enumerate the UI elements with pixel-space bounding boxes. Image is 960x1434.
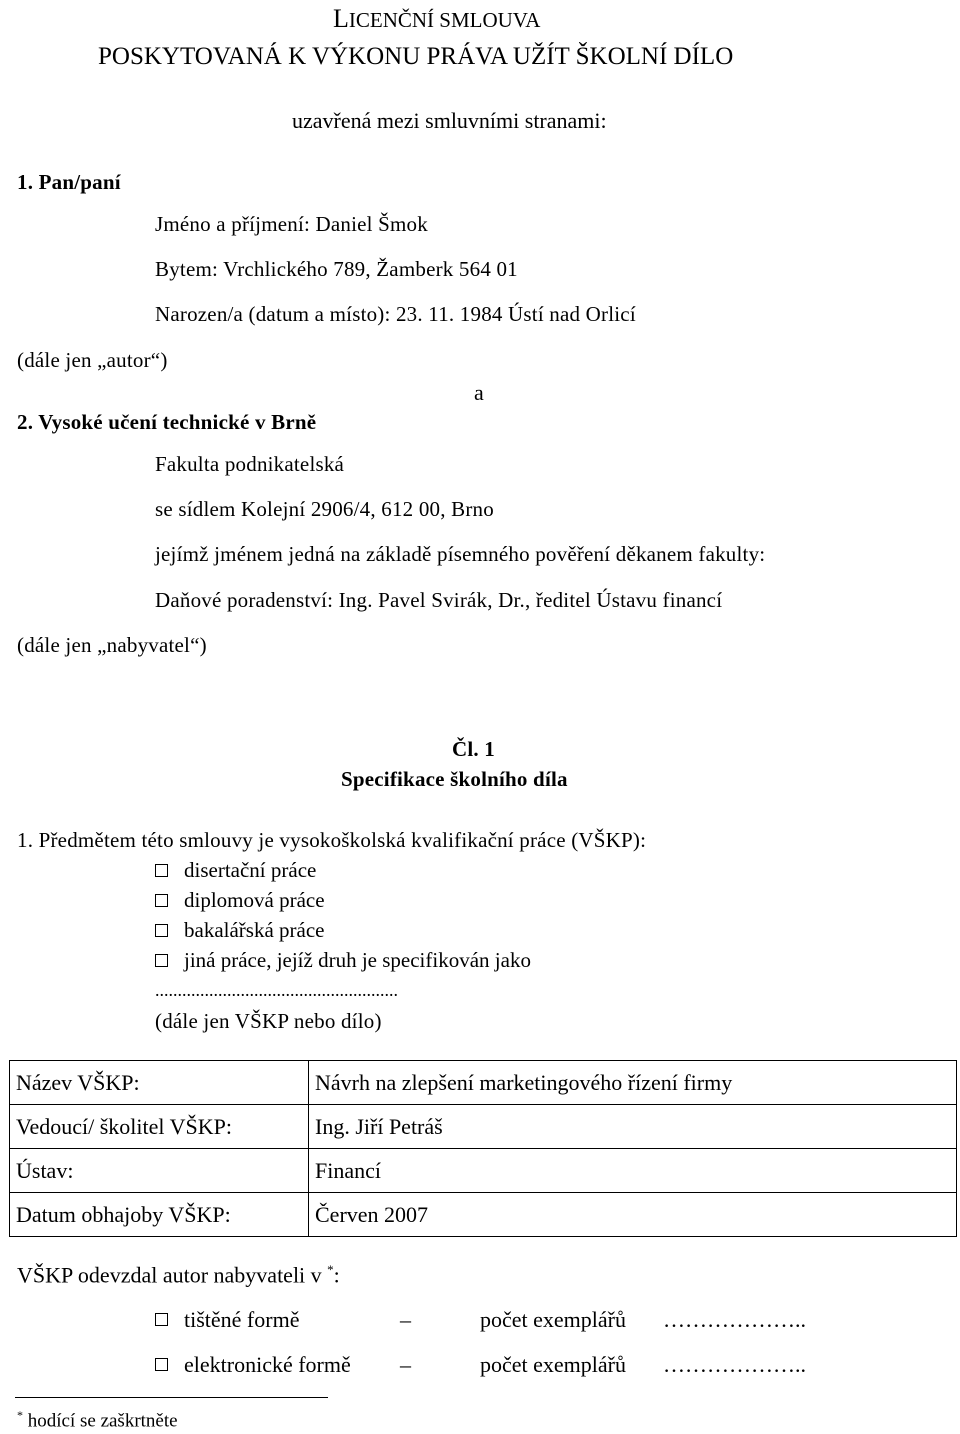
party1-alias: (dále jen „autor“) bbox=[17, 348, 168, 372]
footnote-separator bbox=[15, 1397, 328, 1398]
table-value: Financí bbox=[309, 1149, 957, 1193]
form-printed-blank: ……………….. bbox=[663, 1307, 806, 1332]
vskp-table bbox=[9, 1060, 957, 1237]
other-dots: ...................................................... bbox=[155, 980, 398, 1000]
party2-seat: se sídlem Kolejní 2906/4, 612 00, Brno bbox=[155, 497, 494, 521]
party1-address: Bytem: Vrchlického 789, Žamberk 564 01 bbox=[155, 257, 518, 281]
clause1-alias: (dále jen VŠKP nebo dílo) bbox=[155, 1009, 382, 1033]
title-line-2: POSKYTOVANÁ K VÝKONU PRÁVA UŽÍT ŠKOLNÍ DÍLO bbox=[98, 43, 734, 70]
form-electronic-blank: ……………….. bbox=[663, 1352, 806, 1377]
table-value: Červen 2007 bbox=[309, 1193, 957, 1237]
party1-birth: Narozen/a (datum a místo): 23. 11. 1984 Ústí nad Orlicí bbox=[155, 302, 636, 326]
form-electronic-count-label: počet exemplářů bbox=[480, 1352, 626, 1377]
table-label: Ústav: bbox=[10, 1149, 309, 1193]
clause1-text: 1. Předmětem této smlouvy je vysokoškolská kvalifikační práce (VŠKP): bbox=[17, 828, 647, 852]
checkbox-icon[interactable] bbox=[155, 894, 168, 907]
table-value: Ing. Jiří Petráš bbox=[309, 1105, 957, 1149]
option-other[interactable]: jiná práce, jejíž druh je specifikován jako bbox=[155, 948, 531, 973]
article-title: Specifikace školního díla bbox=[341, 767, 568, 791]
checkbox-icon[interactable] bbox=[155, 954, 168, 967]
form-printed[interactable]: tištěné formě bbox=[155, 1307, 299, 1333]
option-bachelor[interactable]: bakalářská práce bbox=[155, 918, 325, 943]
form-electronic-dash: – bbox=[400, 1352, 411, 1377]
checkbox-icon[interactable] bbox=[155, 1358, 168, 1371]
party2-faculty: Fakulta podnikatelská bbox=[155, 452, 345, 476]
table-value: Návrh na zlepšení marketingového řízení firmy bbox=[309, 1061, 957, 1105]
party2-representative: Daňové poradenství: Ing. Pavel Svirák, Dr., ředitel Ústavu financí bbox=[155, 588, 723, 612]
table-label: Vedoucí/ školitel VŠKP: bbox=[10, 1105, 309, 1149]
option-diploma[interactable]: diplomová práce bbox=[155, 888, 325, 913]
table-row bbox=[10, 1193, 957, 1237]
party2-alias: (dále jen „nabyvatel“) bbox=[17, 633, 207, 657]
table-row bbox=[10, 1149, 957, 1193]
table-label: Datum obhajoby VŠKP: bbox=[10, 1193, 309, 1237]
party2-heading: 2. Vysoké učení technické v Brně bbox=[17, 410, 317, 434]
article-number: Čl. 1 bbox=[452, 737, 495, 761]
title-line-1: LICENČNÍ SMLOUVA bbox=[333, 4, 541, 33]
checkbox-icon[interactable] bbox=[155, 1313, 168, 1326]
form-printed-count-label: počet exemplářů bbox=[480, 1307, 626, 1332]
party1-name: Jméno a příjmení: Daniel Šmok bbox=[155, 212, 428, 236]
handover-text: VŠKP odevzdal autor nabyvateli v *: bbox=[17, 1262, 340, 1288]
table-row bbox=[10, 1061, 957, 1105]
table-row bbox=[10, 1105, 957, 1149]
party2-acting: jejímž jménem jedná na základě písemného pověření děkanem fakulty: bbox=[155, 542, 766, 566]
form-printed-dash: – bbox=[400, 1307, 411, 1332]
checkbox-icon[interactable] bbox=[155, 864, 168, 877]
footnote: * hodící se zaškrtněte bbox=[17, 1408, 178, 1432]
option-dissertation[interactable]: disertační práce bbox=[155, 858, 316, 883]
party1-heading: 1. Pan/paní bbox=[17, 170, 121, 194]
checkbox-icon[interactable] bbox=[155, 924, 168, 937]
intro-text: uzavřená mezi smluvními stranami: bbox=[292, 108, 607, 133]
table-label: Název VŠKP: bbox=[10, 1061, 309, 1105]
form-electronic[interactable]: elektronické formě bbox=[155, 1352, 351, 1378]
conjunction: a bbox=[474, 380, 484, 405]
